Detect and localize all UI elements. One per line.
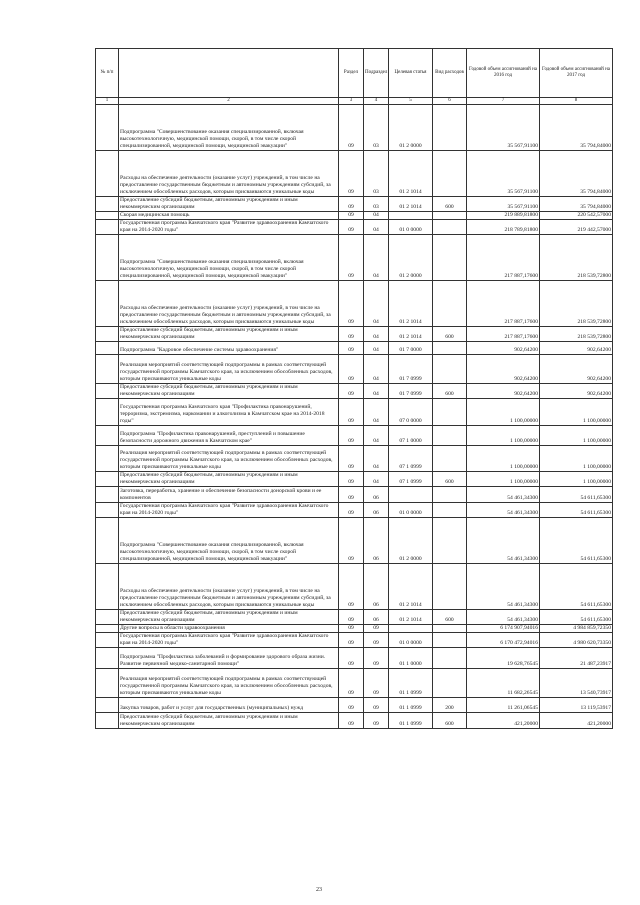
subsection-cell: 04 [364,220,389,235]
name-cell: Заготовка, переработка, хранение и обеспечение безопасности донорской крови и ее компонентов [119,487,339,503]
vol-2017-cell: 218 539,72800 [540,281,613,327]
article-cell: 01 2 1014 [389,281,433,327]
table-body [96,105,613,729]
section-cell: 09 [339,648,364,669]
exp-type-cell [433,669,467,698]
article-cell: 01 2 0000 [389,235,433,281]
vol-2016-cell: 35 567,91100 [467,151,540,197]
table-row [96,197,613,212]
vol-2016-cell: 219 889,81800 [467,212,540,220]
vol-2016-cell: 54 461,34300 [467,564,540,610]
section-cell: 09 [339,564,364,610]
article-cell: 01 1 0999 [389,713,433,729]
vol-2017-cell: 35 794,84000 [540,151,613,197]
budget-table [95,48,613,729]
num-cell [96,487,119,503]
section-cell: 09 [339,669,364,698]
exp-type-cell [433,487,467,503]
name-cell: Скорая медицинская помощь [119,212,339,220]
section-cell: 09 [339,342,364,355]
article-cell: 01 2 1014 [389,610,433,625]
subsection-cell: 04 [364,235,389,281]
num-cell [96,625,119,633]
section-cell: 09 [339,105,364,151]
vol-2016-cell: 217 887,17600 [467,327,540,342]
subsection-cell: 03 [364,151,389,197]
subsection-cell: 09 [364,669,389,698]
vol-2016-cell: 11 261,06545 [467,698,540,713]
vol-2017-cell: 1 100,00000 [540,399,613,426]
header-exp-type: Вид расходов [433,49,467,98]
vol-2017-cell: 219 442,57000 [540,220,613,235]
table-row [96,648,613,669]
section-cell: 09 [339,625,364,633]
name-cell: Предоставление субсидий бюджетным, автономным учреждениям и иным некоммерческим организациям [119,327,339,342]
section-cell: 09 [339,355,364,384]
exp-type-cell [433,518,467,564]
name-cell: Предоставление субсидий бюджетным, автономным учреждениям и иным некоммерческим организациям [119,197,339,212]
section-cell: 09 [339,487,364,503]
table-row [96,625,613,633]
num-cell [96,327,119,342]
vol-2016-cell: 11 682,26545 [467,669,540,698]
exp-type-cell [433,625,467,633]
table-row [96,472,613,487]
article-cell [389,212,433,220]
name-cell: Реализация мероприятий соответствующей подпрограммы в рамках соответствующей государственной программы Камчатского края, за исключением обособленных расходов, которым присваиваются уникальные коды [119,669,339,698]
exp-type-cell [433,633,467,648]
num-cell [96,648,119,669]
vol-2016-cell: 218 789,81800 [467,220,540,235]
exp-type-cell [433,151,467,197]
name-cell: Подпрограмма "Совершенствование оказания специализированной, включая высокотехнологичную, медицинской помощи, скорой, в том числе скорой специализированной, медицинской помощи, медицинской эвакуации" [119,518,339,564]
article-cell [389,487,433,503]
header-vol-2016: Годовой объем ассигнований на 2016 год [467,49,540,98]
vol-2017-cell: 35 794,84000 [540,197,613,212]
vol-2016-cell: 19 628,76545 [467,648,540,669]
name-cell: Расходы на обеспечение деятельности (оказание услуг) учреждений, в том числе на предоставление государственным бюджетным и автономным учреждениям субсидий, за исключением обособленных расходов, которым присваиваются уникальные коды [119,564,339,610]
name-cell: Государственная программа Камчатского края "Развитие здравоохранения Камчатского края на 2014-2020 годы" [119,503,339,518]
section-cell: 09 [339,220,364,235]
vol-2017-cell: 54 611,65300 [540,564,613,610]
article-cell: 01 0 0000 [389,220,433,235]
vol-2016-cell: 54 461,34300 [467,503,540,518]
section-cell: 09 [339,610,364,625]
exp-type-cell [433,235,467,281]
name-cell: Подпрограмма "Профилактика правонарушений, преступлений и повышение безопасности дорожного движения в Камчатском крае" [119,426,339,446]
vol-2017-cell: 54 611,65300 [540,503,613,518]
table-row [96,713,613,729]
vol-2017-cell: 54 611,65300 [540,610,613,625]
exp-type-cell [433,105,467,151]
vol-2017-cell: 54 611,65300 [540,487,613,503]
name-cell: Государственная программа Камчатского края "Развитие здравоохранения Камчатского края на 2014-2020 годы" [119,633,339,648]
name-cell: Закупка товаров, работ и услуг для государственных (муниципальных) нужд [119,698,339,713]
article-cell: 07 1 0999 [389,472,433,487]
subsection-cell: 06 [364,503,389,518]
num-cell [96,633,119,648]
article-cell: 01 1 0000 [389,648,433,669]
vol-2017-cell: 218 539,72800 [540,327,613,342]
article-cell: 01 7 0999 [389,355,433,384]
section-cell: 09 [339,518,364,564]
article-cell: 01 2 1014 [389,197,433,212]
num-cell [96,355,119,384]
article-cell: 01 2 0000 [389,105,433,151]
name-cell: Предоставление субсидий бюджетным, автономным учреждениям и иным некоммерческим организациям [119,384,339,399]
table-row [96,220,613,235]
col-number: 8 [540,98,613,105]
subsection-cell: 04 [364,446,389,472]
num-cell [96,220,119,235]
name-cell: Другие вопросы в области здравоохранения [119,625,339,633]
exp-type-cell: 200 [433,698,467,713]
exp-type-cell [433,355,467,384]
table-row [96,633,613,648]
num-cell [96,151,119,197]
vol-2016-cell: 902,64200 [467,342,540,355]
subsection-cell: 04 [364,355,389,384]
name-cell: Государственная программа Камчатского края "Профилактика правонарушений, терроризма, экстремизма, наркомании и алкоголизма в Камчатском крае на 2014-2018 годы" [119,399,339,426]
table-row [96,503,613,518]
header-subsection: Подраздел [364,49,389,98]
table-row [96,610,613,625]
header-section: Раздел [339,49,364,98]
section-cell: 09 [339,197,364,212]
section-cell: 09 [339,698,364,713]
section-cell: 09 [339,281,364,327]
name-cell: Реализация мероприятий соответствующей подпрограммы в рамках соответствующей государственной программы Камчатского края, за исключением обособленных расходов, которым присваиваются уникальные коды [119,446,339,472]
table-row [96,399,613,426]
num-cell [96,105,119,151]
num-cell [96,564,119,610]
num-cell [96,426,119,446]
article-cell: 01 0 0000 [389,633,433,648]
subsection-cell: 06 [364,518,389,564]
section-cell: 09 [339,327,364,342]
vol-2016-cell: 1 100,00000 [467,426,540,446]
article-cell: 07 1 0999 [389,446,433,472]
section-cell: 09 [339,212,364,220]
name-cell: Подпрограмма "Профилактика заболеваний и формирование здорового образа жизни. Развитие первичной медико-санитарной помощи" [119,648,339,669]
table-row [96,281,613,327]
subsection-cell: 04 [364,399,389,426]
subsection-cell: 04 [364,426,389,446]
subsection-cell: 04 [364,472,389,487]
vol-2017-cell: 220 542,57000 [540,212,613,220]
num-cell [96,342,119,355]
name-cell: Предоставление субсидий бюджетным, автономным учреждениям и иным некоммерческим организациям [119,713,339,729]
vol-2016-cell: 6 174 907,94016 [467,625,540,633]
num-cell [96,384,119,399]
table-row [96,151,613,197]
subsection-cell: 09 [364,648,389,669]
exp-type-cell [433,503,467,518]
vol-2016-cell: 217 887,17600 [467,281,540,327]
num-cell [96,235,119,281]
subsection-cell: 04 [364,327,389,342]
table-row [96,235,613,281]
header-num: № п/п [96,49,119,98]
name-cell: Подпрограмма "Кадровое обеспечение системы здравоохранения" [119,342,339,355]
col-number: 7 [467,98,540,105]
table-row [96,669,613,698]
vol-2016-cell: 1 100,00000 [467,446,540,472]
header-row [96,49,613,98]
name-cell: Предоставление субсидий бюджетным, автономным учреждениям и иным некоммерческим организациям [119,472,339,487]
subsection-cell: 09 [364,633,389,648]
header-article: Целевая статья [389,49,433,98]
table-row [96,212,613,220]
article-cell: 01 2 1014 [389,151,433,197]
article-cell: 01 7 0999 [389,384,433,399]
num-cell [96,669,119,698]
exp-type-cell: 600 [433,327,467,342]
exp-type-cell [433,212,467,220]
exp-type-cell [433,220,467,235]
col-number: 3 [339,98,364,105]
exp-type-cell: 600 [433,197,467,212]
exp-type-cell [433,426,467,446]
article-cell: 01 7 0000 [389,342,433,355]
vol-2016-cell: 902,64200 [467,355,540,384]
name-cell: Подпрограмма "Совершенствование оказания специализированной, включая высокотехнологичную, медицинской помощи, скорой, в том числе скорой специализированной, медицинской помощи, медицинской эвакуации" [119,105,339,151]
exp-type-cell: 600 [433,610,467,625]
exp-type-cell [433,281,467,327]
name-cell: Государственная программа Камчатского края "Развитие здравоохранения Камчатского края на 2014-2020 годы" [119,220,339,235]
vol-2017-cell: 21 487,23917 [540,648,613,669]
col-number: 6 [433,98,467,105]
vol-2017-cell: 218 539,72800 [540,235,613,281]
num-cell [96,399,119,426]
table-row [96,327,613,342]
article-cell: 07 1 0000 [389,426,433,446]
vol-2017-cell: 902,64200 [540,355,613,384]
section-cell: 09 [339,151,364,197]
exp-type-cell: 600 [433,384,467,399]
article-cell: 01 2 0000 [389,518,433,564]
vol-2017-cell: 13 119,53917 [540,698,613,713]
subsection-cell: 06 [364,610,389,625]
num-cell [96,610,119,625]
name-cell: Предоставление субсидий бюджетным, автономным учреждениям и иным некоммерческим организациям [119,610,339,625]
subsection-cell: 04 [364,212,389,220]
vol-2016-cell: 1 100,00000 [467,472,540,487]
exp-type-cell [433,399,467,426]
num-cell [96,212,119,220]
vol-2017-cell: 1 100,00000 [540,472,613,487]
num-cell [96,713,119,729]
vol-2016-cell: 54 461,34300 [467,518,540,564]
subsection-cell: 06 [364,564,389,610]
table-row [96,426,613,446]
page-number: 23 [316,887,322,893]
budget-table-sheet [95,48,612,729]
subsection-cell: 04 [364,342,389,355]
table-row [96,518,613,564]
num-cell [96,698,119,713]
table-row [96,355,613,384]
section-cell: 09 [339,446,364,472]
subsection-cell: 09 [364,713,389,729]
subsection-cell: 06 [364,487,389,503]
article-cell: 07 0 0000 [389,399,433,426]
vol-2017-cell: 421,20000 [540,713,613,729]
section-cell: 09 [339,503,364,518]
name-cell: Реализация мероприятий соответствующей подпрограммы в рамках соответствующей государственной программы Камчатского края, за исключением обособленных расходов, которым присваиваются уникальные коды [119,355,339,384]
num-cell [96,503,119,518]
table-row [96,105,613,151]
exp-type-cell: 600 [433,472,467,487]
article-cell: 01 2 1014 [389,327,433,342]
article-cell: 01 1 0999 [389,669,433,698]
section-cell: 09 [339,235,364,281]
num-cell [96,197,119,212]
subsection-cell: 04 [364,281,389,327]
section-cell: 09 [339,713,364,729]
num-cell [96,518,119,564]
article-cell: 01 0 0000 [389,503,433,518]
exp-type-cell [433,342,467,355]
table-row [96,446,613,472]
subsection-cell: 04 [364,384,389,399]
header-vol-2017: Годовой объем ассигнований на 2017 год [540,49,613,98]
vol-2016-cell: 421,20000 [467,713,540,729]
vol-2017-cell: 902,64200 [540,384,613,399]
vol-2016-cell: 1 100,00000 [467,399,540,426]
vol-2017-cell: 4 984 859,72350 [540,625,613,633]
num-cell [96,472,119,487]
name-cell: Расходы на обеспечение деятельности (оказание услуг) учреждений, в том числе на предоставление государственным бюджетным и автономным учреждениям субсидий, за исключением обособленных расходов, которым присваиваются уникальные коды [119,281,339,327]
vol-2016-cell: 217 887,17600 [467,235,540,281]
subsection-cell: 09 [364,625,389,633]
subsection-cell: 03 [364,197,389,212]
table-row [96,698,613,713]
vol-2016-cell: 35 567,91100 [467,105,540,151]
vol-2016-cell: 6 170 472,94016 [467,633,540,648]
col-number: 4 [364,98,389,105]
subsection-cell: 03 [364,105,389,151]
article-cell: 01 2 1014 [389,564,433,610]
vol-2017-cell: 35 794,84000 [540,105,613,151]
name-cell: Расходы на обеспечение деятельности (оказание услуг) учреждений, в том числе на предоставление государственным бюджетным и автономным учреждениям субсидий, за исключением обособленных расходов, которым присваиваются уникальные коды [119,151,339,197]
vol-2016-cell: 54 461,34300 [467,487,540,503]
table-row [96,384,613,399]
table-row [96,487,613,503]
exp-type-cell [433,648,467,669]
section-cell: 09 [339,472,364,487]
vol-2016-cell: 902,64200 [467,384,540,399]
section-cell: 09 [339,426,364,446]
header-name [119,49,339,98]
name-cell: Подпрограмма "Совершенствование оказания специализированной, включая высокотехнологичную, медицинской помощи, скорой, в том числе скорой специализированной, медицинской помощи, медицинской эвакуации" [119,235,339,281]
exp-type-cell [433,446,467,472]
num-cell [96,281,119,327]
col-number: 5 [389,98,433,105]
section-cell: 09 [339,384,364,399]
vol-2017-cell: 1 100,00000 [540,446,613,472]
section-cell: 09 [339,633,364,648]
num-cell [96,446,119,472]
column-number-row [96,98,613,105]
exp-type-cell: 600 [433,713,467,729]
table-row [96,564,613,610]
vol-2016-cell: 54 461,34300 [467,610,540,625]
vol-2017-cell: 54 611,65300 [540,518,613,564]
article-cell: 01 1 0999 [389,698,433,713]
vol-2017-cell: 902,64200 [540,342,613,355]
section-cell: 09 [339,399,364,426]
table-row [96,342,613,355]
article-cell [389,625,433,633]
col-number: 1 [96,98,119,105]
col-number: 2 [119,98,339,105]
exp-type-cell [433,564,467,610]
subsection-cell: 09 [364,698,389,713]
vol-2017-cell: 1 100,00000 [540,426,613,446]
vol-2017-cell: 13 540,73917 [540,669,613,698]
vol-2017-cell: 4 980 620,73350 [540,633,613,648]
vol-2016-cell: 35 567,91100 [467,197,540,212]
